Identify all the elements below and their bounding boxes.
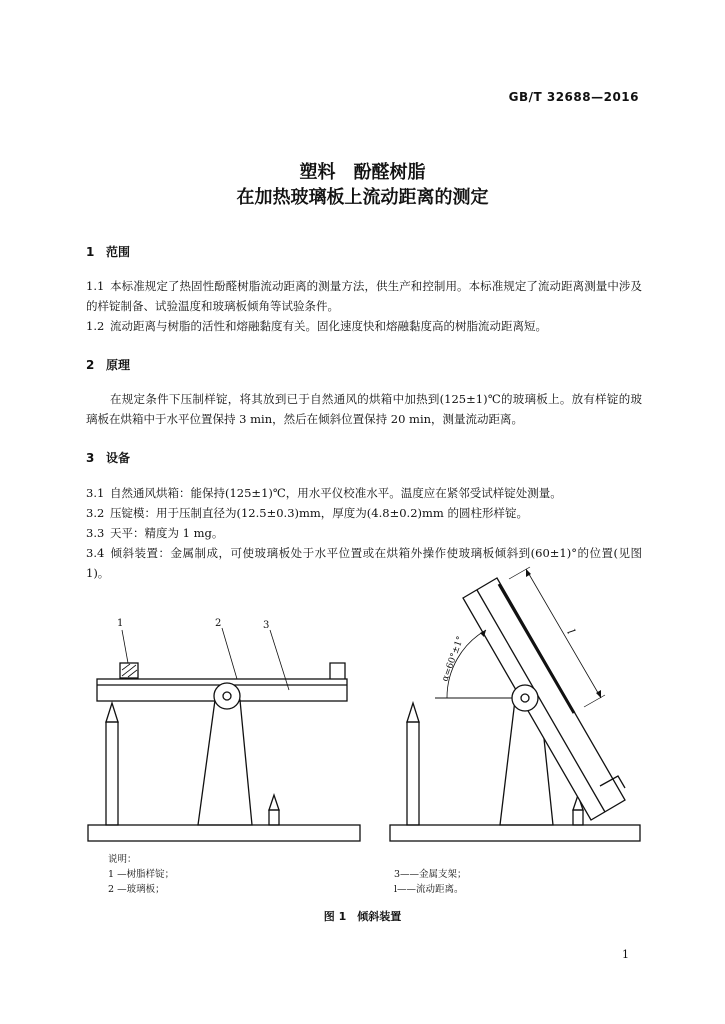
- leader-2: [222, 628, 237, 679]
- leader-3: [270, 630, 289, 690]
- paragraph-text: 压锭模：用于压制直径为(12.5±0.3)mm，厚度为(4.8±0.2)mm 的圆柱形样锭。: [110, 506, 528, 520]
- page-number: 1: [622, 948, 629, 961]
- section-title: 原理: [106, 358, 131, 372]
- figure-legend-left: [108, 852, 174, 897]
- section-title: 范围: [106, 245, 131, 259]
- paragraph-number: 3.2: [86, 506, 105, 520]
- dim-extension-bottom: [584, 695, 605, 707]
- plate-stop-lip: [330, 663, 345, 679]
- paragraph-text: 流动距离与树脂的活性和熔融黏度有关。固化速度快和熔融黏度高的树脂流动距离短。: [110, 319, 547, 333]
- legend-item-1: 1 —树脂样锭；: [108, 869, 175, 880]
- legend-item-3: 3——金属支架；: [394, 869, 467, 880]
- glass-plate-tilted-line: [477, 590, 605, 812]
- paragraph-2: 在规定条件下压制样锭，将其放到已于自然通风的烘箱中加热到(125±1)℃的玻璃板上。放有样锭的玻璃板在烘箱中于水平位置保持 3 min，然后在倾斜位置保持 20 min，测量流动距离。: [86, 392, 642, 426]
- support-post-right: [407, 722, 419, 825]
- small-post-tip: [269, 795, 279, 810]
- title-line-2: 在加热玻璃板上流动距离的测定: [236, 187, 489, 208]
- post-tip-right: [407, 703, 419, 722]
- base-plate-left: [88, 825, 360, 841]
- label-1: 1: [117, 618, 124, 629]
- base-plate-right: [390, 825, 640, 841]
- paragraph-text: 自然通风烘箱：能保持(125±1)℃，用水平仪校准水平。温度应在紧邻受试样锭处测量。: [110, 486, 562, 500]
- title-line-1: 塑料 酚醛树脂: [299, 162, 426, 183]
- post-tip-left: [106, 703, 118, 722]
- pivot-right: [512, 685, 538, 711]
- leader-1: [122, 630, 128, 663]
- small-post-right: [573, 810, 583, 825]
- section-number: 1: [86, 245, 95, 259]
- distance-label: l: [564, 627, 578, 637]
- legend-item-4: l——流动距离。: [394, 884, 464, 895]
- small-post: [269, 810, 279, 825]
- angle-label: α=60°±1°: [440, 635, 467, 684]
- tilted-apparatus: [390, 567, 640, 841]
- support-post-left: [106, 722, 118, 825]
- paragraph-number: 1.2: [86, 319, 105, 333]
- label-2: 2: [215, 618, 222, 629]
- legend-title: 说明：: [108, 854, 137, 865]
- glass-plate-tilted: [463, 578, 625, 820]
- figure-caption: 图 1 倾斜装置: [323, 910, 402, 923]
- horizontal-apparatus: [88, 628, 360, 841]
- label-3: 3: [263, 620, 270, 631]
- paragraph-text: 天平：精度为 1 mg。: [110, 526, 224, 540]
- paragraph-number: 3.4: [86, 546, 105, 560]
- pellet-hatch: [122, 664, 137, 677]
- legend-item-2: 2 —玻璃板；: [108, 884, 165, 895]
- metal-support-left: [198, 700, 252, 825]
- section-number: 3: [86, 451, 95, 465]
- paragraph-text: 本标准规定了热固性酚醛树脂流动距离的测量方法，供生产和控制用。本标准规定了流动距离测量中涉及的样锭制备、试验温度和玻璃板倾角等试验条件。: [86, 279, 642, 313]
- figure-legend-right: [394, 867, 467, 897]
- paragraph-text: 倾斜装置：金属制成，可使玻璃板处于水平位置或在烘箱外操作使玻璃板倾斜到(60±1)°的位置(见图 1)。: [86, 546, 642, 580]
- section-title: 设备: [106, 451, 131, 465]
- paragraph-number: 3.3: [86, 526, 105, 540]
- paragraph-number: 3.1: [86, 486, 105, 500]
- standard-code: GB/T 32688—2016: [508, 90, 639, 104]
- paragraph-number: 1.1: [86, 279, 105, 293]
- section-number: 2: [86, 358, 95, 372]
- pivot-left: [214, 683, 240, 709]
